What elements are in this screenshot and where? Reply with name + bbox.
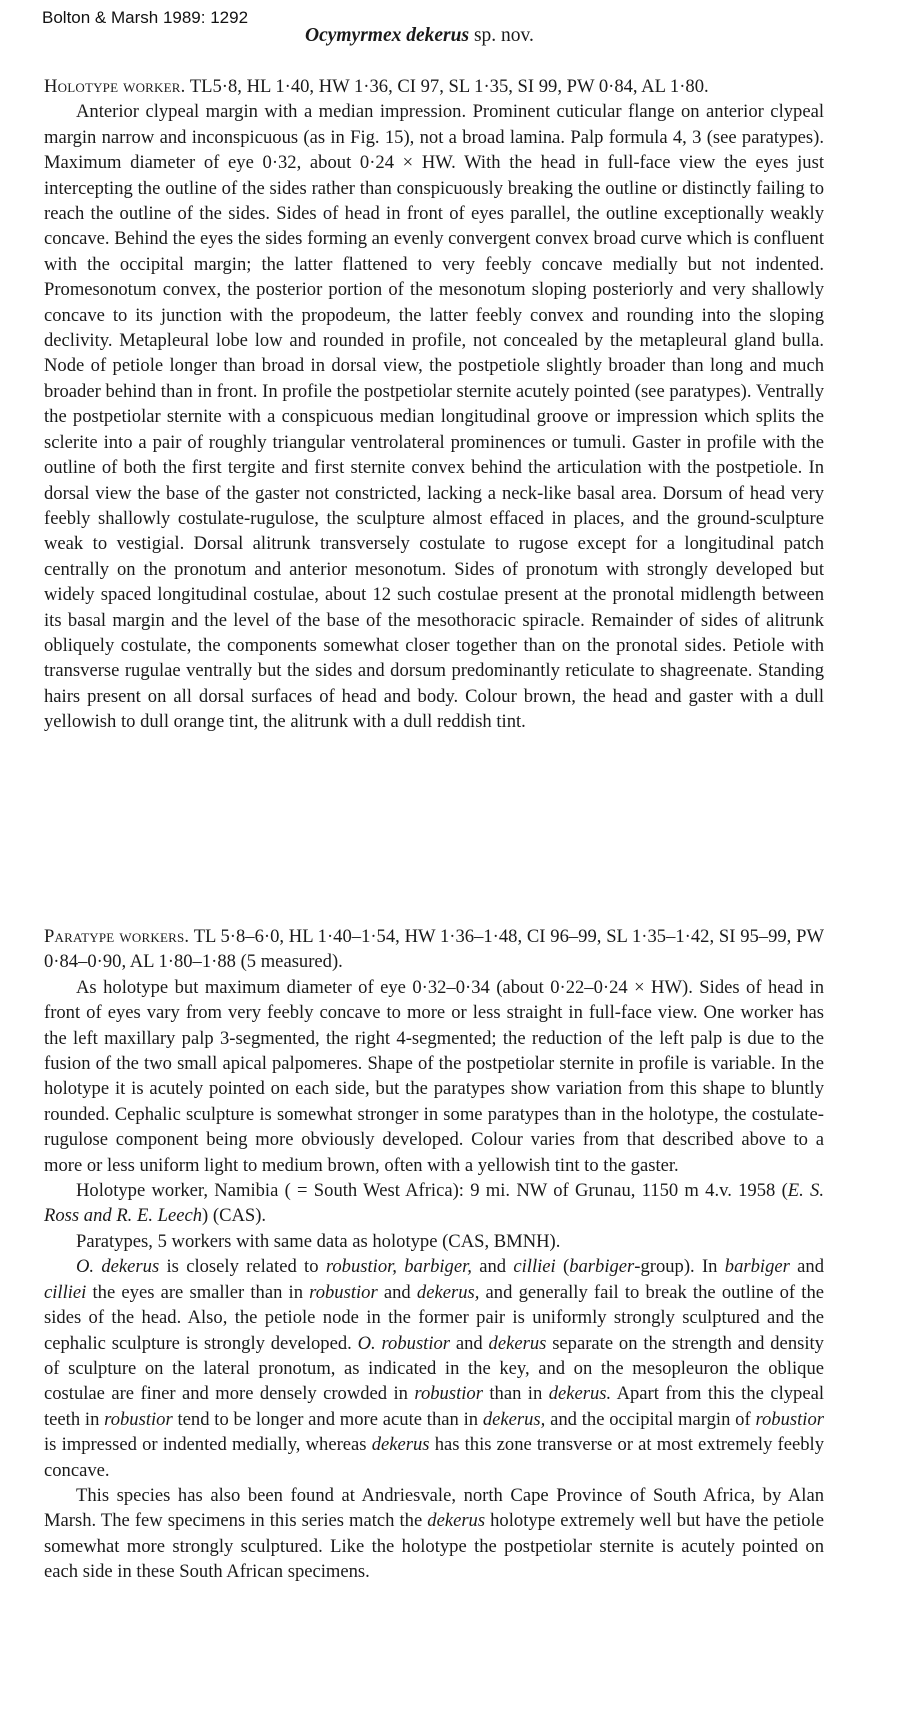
citation-header: Bolton & Marsh 1989: 1292 xyxy=(42,8,249,27)
comparison-text: is closely related to xyxy=(159,1256,326,1278)
holotype-section xyxy=(44,74,824,735)
comparison-text: and generally fail to break the outline of the sides of the head. Also, the petiole node in the former pair is uniformly strongly sculptured and the cephalic sculpture is strongly developed. xyxy=(44,1281,824,1354)
comparison-text: the eyes are smaller than in xyxy=(86,1281,310,1303)
comparison-text: -group). In xyxy=(634,1256,725,1278)
taxon-name: robustior xyxy=(755,1408,824,1430)
holotype-label: Holotype worker. xyxy=(44,76,186,97)
comparison-text: and xyxy=(450,1332,489,1354)
comparison-text: is impressed or indented medially, whereas xyxy=(44,1434,372,1456)
taxon-name: cilliei xyxy=(44,1281,87,1303)
paratype-label: Paratype workers. xyxy=(44,926,190,947)
locality-text-a: Holotype worker, Namibia ( = South West Africa): 9 mi. NW of Grunau, 1150 m 4.v. 1958 ( xyxy=(76,1180,788,1202)
comparison-paragraph xyxy=(44,1254,824,1483)
paratype-section xyxy=(44,924,824,1585)
holotype-description: Anterior clypeal margin with a median impression. Prominent cuticular flange on anterior clypeal margin narrow and inconspicuous (as in Fig. 15), not a broad lamina. Palp formula 4, 3 (see paratypes). Maximum diameter of eye 0·32, about 0·24 × HW. With the head in full-face view the eyes just intercepting the outline of the sides rather than conspicuously breaking the outline or distinctly failing to reach the outline of the sides. Sides of head in front of eyes parallel, the outline exceptionally weakly concave. Behind the eyes the sides forming an evenly convergent convex broad curve which is confluent with the occipital margin; the latter flattened to very feebly concave medially but not indented. Promesonotum convex, the posterior portion of the mesonotum sloping posteriorly and very shallowly concave to its junction with the propodeum, the latter feebly convex and rounding into the sloping declivity. Metapleural lobe low and rounded in profile, not concealed by the metapleural gland bulla. Node of petiole longer than broad in dorsal view, the postpetiole slightly broader than long and much broader behind than in front. In profile the postpetiolar sternite acutely pointed (see paratypes). Ventrally the postpetiolar sternite with a conspicuous median longitudinal groove or impression which splits the sclerite into a pair of roughly triangular ventrolateral prominences or tumuli. Gaster in profile with the outline of both the first tergite and first sternite convex behind the articulation with the postpetiole. In dorsal view the base of the gaster not constricted, lacking a neck-like basal area. Dorsum of head very feebly shallowly costulate-rugulose, the sculpture almost effaced in places, and the ground-sculpture weak to vestigial. Dorsal alitrunk transversely costulate to rugose except for a longitudinal patch centrally on the pronotum and anterior mesonotum. Sides of pronotum with strongly developed but widely spaced longitudinal costulae, about 12 such costulae present at the pronotal midlength between its basal margin and the level of the base of the mesothoracic spiracle. Remainder of sides of alitrunk obliquely costulate, the components somewhat closer together than on the pronotal sides. Petiole with transverse rugulae ventrally but the sides and dorsum predominantly reticulate to shagreenate. Standing hairs present on all dorsal surfaces of head and body. Colour brown, the head and gaster with a dull yellowish to dull orange tint, the alitrunk with a dull reddish tint. xyxy=(44,101,824,733)
holotype-locality xyxy=(44,1178,824,1229)
comparison-text: tend to be longer and more acute than in xyxy=(172,1408,483,1430)
species-name: Ocymyrmex dekerus xyxy=(305,25,470,46)
holotype-measurements: TL5·8, HL 1·40, HW 1·36, CI 97, SL 1·35, SI 99, PW 0·84, AL 1·80. xyxy=(185,76,709,97)
paratype-heading xyxy=(44,924,824,975)
distribution-paragraph xyxy=(44,1483,824,1585)
taxon-name: dekerus, xyxy=(482,1408,546,1430)
comparison-text: has this zone transverse or at most extremely feebly concave. xyxy=(44,1434,824,1481)
taxon-name: O. dekerus xyxy=(76,1256,160,1278)
taxon-name: dekerus xyxy=(427,1510,486,1532)
locality-text-b: ) (CAS). xyxy=(202,1205,267,1227)
taxon-name: dekerus. xyxy=(548,1383,612,1405)
distribution-text: holotype extremely well but have the petiole somewhat more strongly sculptured. Like the holotype the postpetiolar sternite is acutely pointed on each side in these South African specimens. xyxy=(44,1510,824,1583)
comparison-text: ( xyxy=(555,1256,570,1278)
comparison-text: and xyxy=(377,1281,417,1303)
paratype-description: As holotype but maximum diameter of eye 0·32–0·34 (about 0·22–0·24 × HW). Sides of head in front of eyes vary from very feebly concave to more or less straight in full-face view. One worker has the left maxillary palp 3-segmented, the right 4-segmented; the reduction of the left palp is due to the fusion of the two small apical palpomeres. Shape of the postpetiolar sternite in profile is variable. In the holotype it is acutely pointed on each side, but the paratypes show variation from this shape to bluntly rounded. Cephalic sculpture is somewhat stronger in some paratypes than in the holotype, the costulate-rugulose component being more obviously developed. Colour varies from that described above to a more or less uniform light to medium brown, often with a yellowish tint to the gaster. xyxy=(44,976,824,1176)
species-title xyxy=(305,25,534,47)
taxon-name: robustior xyxy=(309,1281,378,1303)
taxon-name: robustior xyxy=(414,1383,483,1405)
taxon-name: cilliei xyxy=(513,1256,556,1278)
paratype-measurements: TL 5·8–6·0, HL 1·40–1·54, HW 1·36–1·48, CI 96–99, SL 1·35–1·42, SI 95–99, PW 0·84–0·90, AL 1·80–1·88 (5 measured). xyxy=(44,926,825,973)
comparison-text: Apart from this the clypeal teeth in xyxy=(44,1383,825,1430)
comparison-text: separate on the strength and density of sculpture on the lateral pronotum, as indicated in the key, and on the mesopleuron the oblique costulae are finer and more densely crowded in xyxy=(44,1332,824,1405)
species-suffix: sp. nov. xyxy=(469,25,534,46)
comparison-text: and xyxy=(789,1256,825,1278)
taxon-name: dekerus xyxy=(488,1332,547,1354)
collectors: E. S. Ross and R. E. Leech xyxy=(44,1180,825,1227)
taxon-name: O. robustior xyxy=(357,1332,451,1354)
taxon-name: barbiger xyxy=(724,1256,790,1278)
taxon-name: robustior, barbiger, xyxy=(325,1256,472,1278)
taxon-name: dekerus, xyxy=(416,1281,480,1303)
holotype-heading xyxy=(44,74,824,99)
comparison-text: than in xyxy=(482,1383,549,1405)
comparison-text: and xyxy=(471,1256,514,1278)
taxon-name: robustior xyxy=(104,1408,173,1430)
comparison-text: and the occipital margin of xyxy=(545,1408,756,1430)
paratype-material: Paratypes, 5 workers with same data as holotype (CAS, BMNH). xyxy=(76,1230,561,1252)
distribution-text: This species has also been found at Andriesvale, north Cape Province of South Africa, by Alan Marsh. The few specimens in this series match the xyxy=(44,1484,824,1532)
taxon-name: dekerus xyxy=(371,1434,430,1456)
taxon-name: barbiger xyxy=(569,1256,635,1278)
